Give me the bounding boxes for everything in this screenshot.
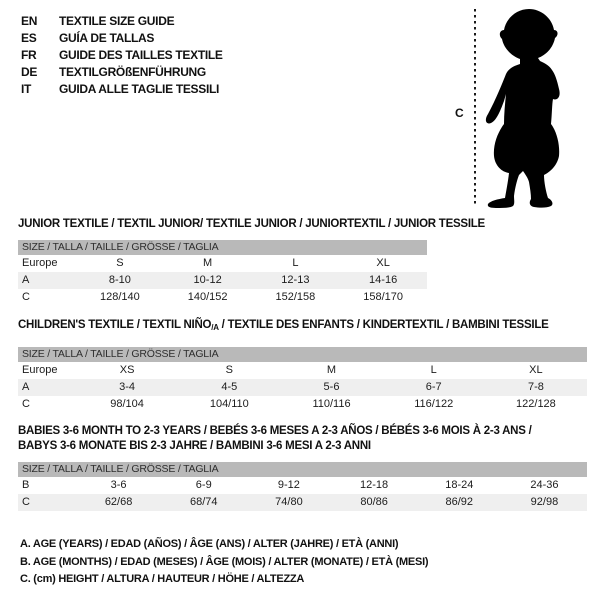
table-cell: 104/110: [209, 398, 249, 410]
table-row-height: [18, 396, 587, 413]
table-row-age: [18, 272, 427, 289]
table-cell: L: [430, 364, 437, 376]
children-title-subscript: /A: [211, 323, 219, 332]
table-cell: M: [326, 364, 337, 376]
lang-row-de: [21, 64, 223, 81]
table-cell: 74/80: [275, 496, 303, 508]
table-cell: 14-16: [369, 274, 398, 286]
row-label: B: [22, 479, 30, 491]
row-label: A: [22, 274, 30, 286]
table-row-europe: [18, 255, 427, 272]
size-header-bar: SIZE / TALLA / TAILLE / GRÖSSE / TAGLIA: [18, 347, 587, 362]
table-cell: 3-6: [110, 479, 127, 491]
table-cell: S: [225, 364, 233, 376]
table-cell: S: [116, 257, 124, 269]
table-cell: 62/68: [104, 496, 133, 508]
table-cell: 80/86: [360, 496, 388, 508]
table-row-age: [18, 379, 587, 396]
table-cell: 12-13: [281, 274, 310, 286]
table-cell: 122/128: [516, 398, 556, 410]
table-cell: 140/152: [187, 291, 228, 303]
table-cell: L: [292, 257, 299, 269]
babies-section-title: [18, 424, 532, 454]
table-cell: 98/104: [110, 398, 144, 410]
babies-size-table: [18, 462, 587, 511]
table-row-age-months: [18, 477, 587, 494]
table-cell: 7-8: [527, 381, 544, 393]
table-cell: 6-9: [195, 479, 212, 491]
baby-silhouette: [486, 9, 560, 208]
table-cell: 152/158: [275, 291, 316, 303]
lang-code: IT: [21, 82, 32, 96]
table-cell: 5-6: [323, 381, 340, 393]
table-cell: 3-4: [119, 381, 136, 393]
table-row-height: [18, 494, 587, 511]
lang-code: ES: [21, 31, 37, 45]
table-cell: 116/122: [414, 398, 454, 410]
lang-row-fr: [21, 47, 223, 64]
lang-title: GUIDE DES TAILLES TEXTILE: [59, 48, 223, 62]
table-cell: 4-5: [221, 381, 238, 393]
table-cell: 158/170: [363, 291, 403, 303]
table-cell: XS: [119, 364, 135, 376]
table-cell: 9-12: [277, 479, 300, 491]
table-row-europe: [18, 362, 587, 379]
table-cell: 68/74: [189, 496, 218, 508]
table-cell: 86/92: [445, 496, 474, 508]
language-title-list: [21, 13, 223, 98]
footnote-age-years: A. AGE (YEARS) / EDAD (AÑOS) / ÂGE (ANS) / ALTER (JAHRE) / ETÀ (ANNI): [20, 538, 399, 550]
row-label: Europe: [22, 364, 58, 376]
size-header-bar: SIZE / TALLA / TAILLE / GRÖSSE / TAGLIA: [18, 462, 587, 477]
table-cell: 110/116: [312, 398, 351, 410]
row-label: C: [22, 398, 30, 410]
table-row-height: [18, 289, 427, 306]
table-cell: 10-12: [193, 274, 222, 286]
legend-footnotes: [20, 536, 428, 589]
lang-title: TEXTILE SIZE GUIDE: [59, 14, 175, 28]
lang-code: FR: [21, 48, 37, 62]
height-measure-label: C: [455, 106, 464, 120]
row-label: C: [22, 496, 30, 508]
lang-code: EN: [21, 14, 38, 28]
row-label: Europe: [22, 257, 58, 269]
table-cell: XL: [529, 364, 543, 376]
lang-code: DE: [21, 65, 38, 79]
baby-silhouette-figure: [466, 5, 582, 211]
size-header-bar: SIZE / TALLA / TAILLE / GRÖSSE / TAGLIA: [18, 240, 427, 255]
lang-title: TEXTILGRÖßENFÜHRUNG: [59, 65, 206, 79]
babies-title-line1: BABIES 3-6 MONTH TO 2-3 YEARS / BEBÉS 3-6 MESES A 2-3 AÑOS / BÉBÉS 3-6 MOIS À 2-3 ANS /: [18, 425, 532, 437]
footnote-age-months: B. AGE (MONTHS) / EDAD (MESES) / ÂGE (MOIS) / ALTER (MONATE) / ETÀ (MESI): [20, 555, 429, 568]
table-cell: 6-7: [425, 381, 442, 393]
lang-row-en: [21, 13, 223, 30]
row-label: A: [22, 381, 30, 393]
children-title-part2: / TEXTILE DES ENFANTS / KINDERTEXTIL / BAMBINI TESSILE: [218, 319, 549, 331]
lang-row-it: [21, 81, 223, 98]
junior-size-table: [18, 240, 427, 306]
babies-title-line2: BABYS 3-6 MONATE BIS 2-3 JAHRE / BAMBINI 3-6 MESI A 2-3 ANNI: [18, 440, 371, 452]
footnote-height: C. (cm) HEIGHT / ALTURA / HAUTEUR / HÖHE / ALTEZZA: [20, 573, 305, 585]
table-cell: XL: [376, 257, 390, 269]
table-cell: 8-10: [108, 274, 131, 286]
table-cell: 92/98: [530, 496, 559, 508]
children-size-table: [18, 347, 587, 413]
table-cell: M: [203, 257, 213, 269]
lang-row-es: [21, 30, 223, 47]
children-title-part1: CHILDREN'S TEXTILE / TEXTIL NIÑO: [18, 319, 212, 331]
table-cell: 18-24: [445, 479, 474, 491]
children-section-title: [18, 319, 549, 332]
table-cell: 128/140: [99, 291, 140, 303]
lang-title: GUIDA ALLE TAGLIE TESSILI: [59, 82, 220, 96]
table-cell: 12-18: [360, 479, 389, 491]
lang-title: GUÍA DE TALLAS: [59, 31, 155, 45]
row-label: C: [22, 291, 30, 303]
table-cell: 24-36: [530, 479, 559, 491]
junior-section-title: JUNIOR TEXTILE / TEXTIL JUNIOR/ TEXTILE JUNIOR / JUNIORTEXTIL / JUNIOR TESSILE: [18, 218, 485, 230]
